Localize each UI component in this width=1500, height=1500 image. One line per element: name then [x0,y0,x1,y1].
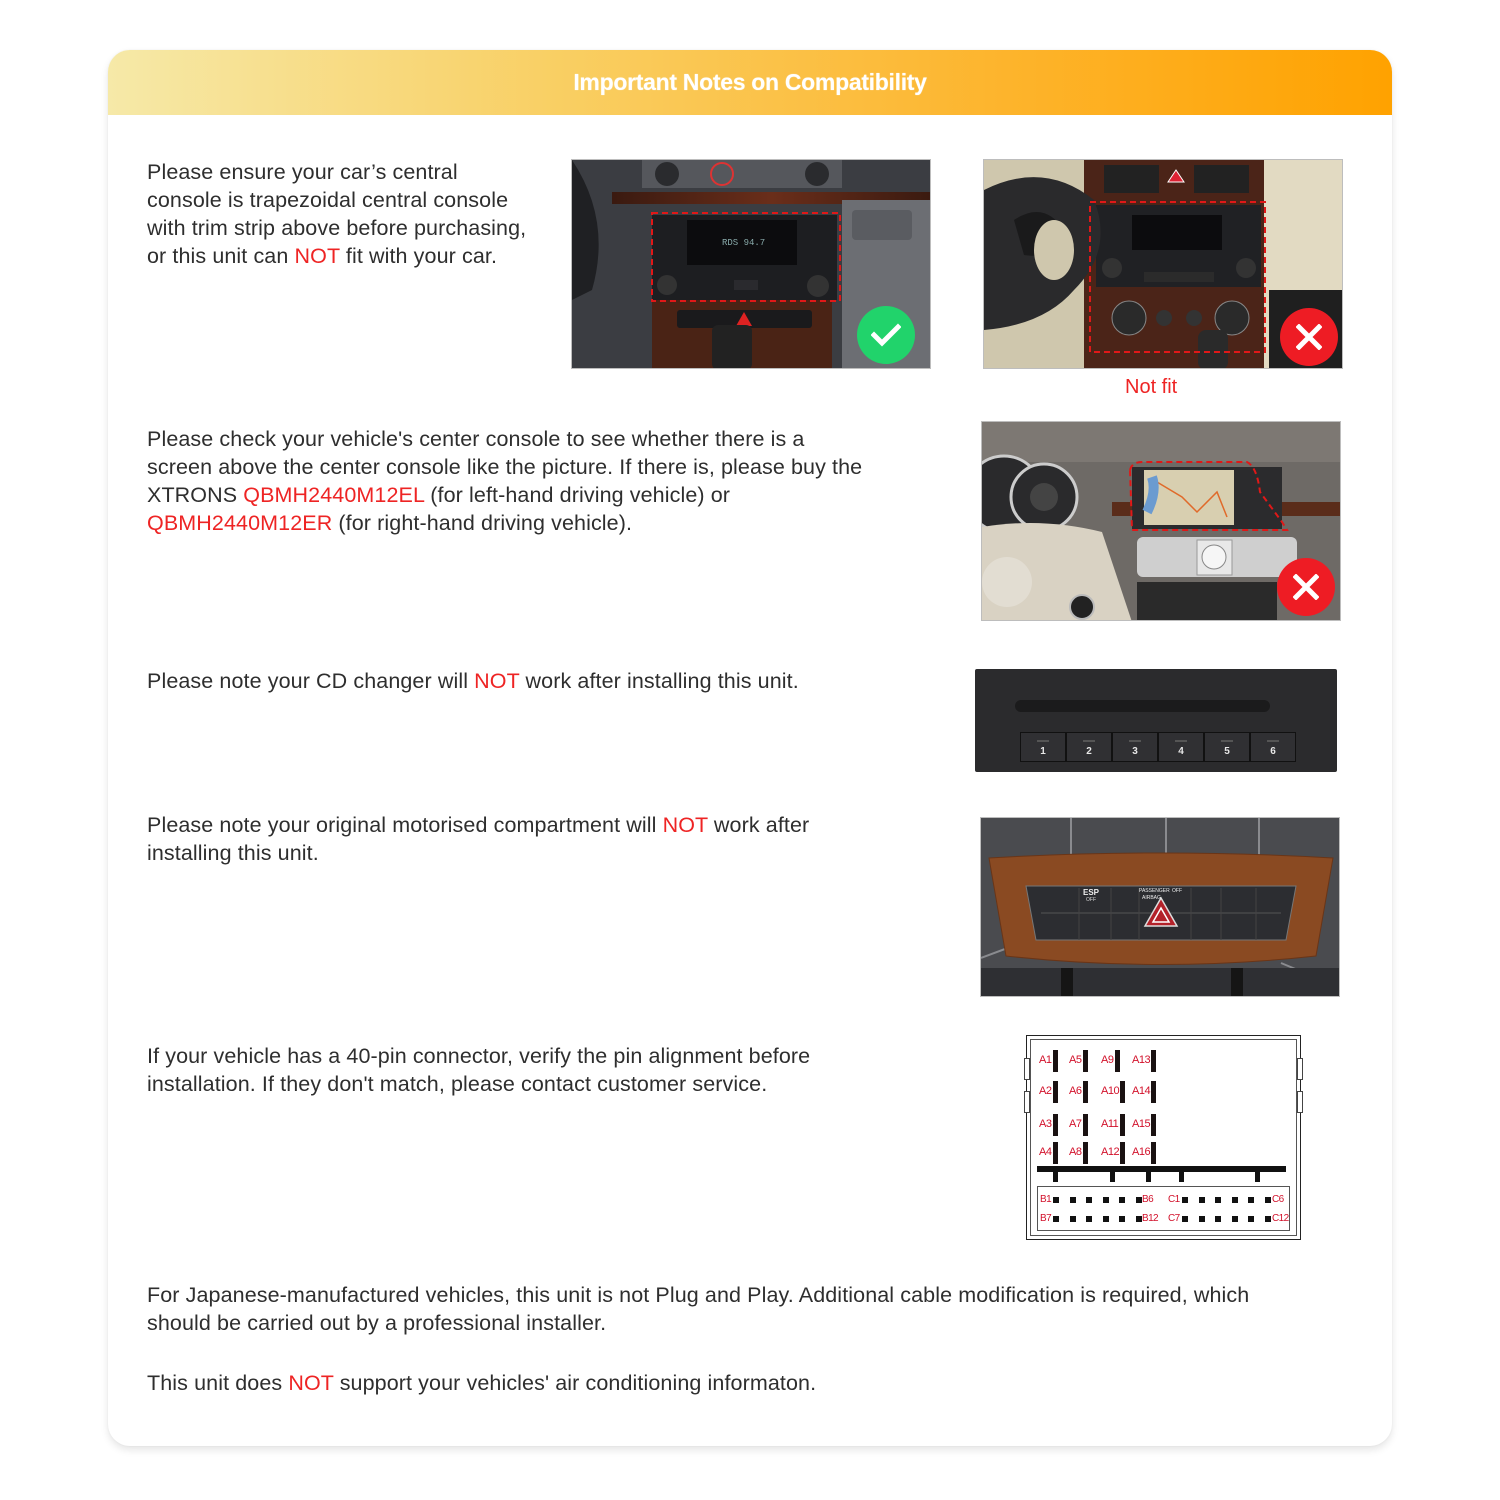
pin-label-c6: C6 [1272,1194,1284,1205]
airbag-off-label: OFF [1172,888,1182,894]
cd-preset-button-6 [1250,732,1296,762]
bc-pin-block [1037,1186,1290,1231]
note-highlight: NOT [662,813,708,837]
preset-number: 2 [1086,746,1092,757]
pin-label-b12: B12 [1142,1213,1158,1224]
pin-square [1136,1197,1142,1203]
note-text: support your vehicles' air conditioning informaton. [333,1371,817,1395]
pin-square [1199,1216,1205,1222]
pin-bar [1053,1114,1058,1136]
pin-label-a12: A12 [1101,1146,1120,1158]
preset-indicator [1037,740,1049,742]
cd-preset-button-4 [1158,732,1204,762]
airbag-label: AIRBAG [1142,895,1161,901]
pin-square [1119,1216,1125,1222]
fit-badge [857,306,915,364]
bus-leg [1255,1170,1260,1182]
pin-square [1182,1216,1188,1222]
pin-label-b7: B7 [1040,1213,1052,1224]
pin-bar [1083,1114,1088,1136]
pin-square [1053,1197,1059,1203]
pin-square [1103,1216,1109,1222]
bus-leg [1053,1170,1058,1182]
model-code-left-hand: QBMH2440M12EL [243,483,425,507]
note-text: Please check your vehicle's center console to see whether there is a screen above the center console like the picture. If there is, please buy the XTRONS [147,427,863,507]
preset-indicator [1175,740,1187,742]
motorised-compartment-photo [980,817,1340,997]
pin-square [1086,1216,1092,1222]
note-cd-changer [147,667,847,695]
pin-label-c7: C7 [1168,1213,1180,1224]
note-screen-check [147,425,867,537]
connector-tab [1024,1058,1030,1080]
pin-bar [1151,1081,1156,1103]
pin-label-a14: A14 [1132,1085,1151,1097]
note-text: Please note your CD changer will [147,669,475,693]
pin-label-a10: A10 [1101,1085,1120,1097]
pin-label-a11: A11 [1101,1118,1119,1130]
svg-text:RDS 94.7: RDS 94.7 [722,238,766,248]
pin-square [1119,1197,1125,1203]
note-text: work after installing this unit. [519,669,799,693]
pin-bar [1083,1142,1088,1164]
pin-square [1182,1197,1188,1203]
pin-label-a7: A7 [1069,1118,1082,1130]
pin-bar [1151,1142,1156,1164]
pin-bar [1083,1050,1088,1072]
pin-bar [1151,1050,1156,1072]
note-text: Please note your original motorised compartment will [147,813,663,837]
note-40-pin-connector [147,1042,907,1098]
note-motorised-compartment [147,811,847,867]
pin-square [1136,1216,1142,1222]
preset-number: 5 [1224,746,1230,757]
pin-label-a15: A15 [1132,1118,1151,1130]
note-console-shape [147,158,537,270]
note-text: work after installing this unit. [147,813,810,865]
cd-preset-buttons [1020,732,1296,762]
pin-bar [1053,1050,1058,1072]
preset-indicator [1083,740,1095,742]
pin-square [1070,1197,1076,1203]
esp-off-label: OFF [1086,897,1096,903]
cls-dashboard-screen-photo [981,421,1341,621]
pin-label-a2: A2 [1039,1085,1052,1097]
pin-square [1053,1216,1059,1222]
note-highlight: NOT [294,244,340,268]
pin-square [1199,1197,1205,1203]
note-air-conditioning [147,1369,1297,1397]
c-class-console-photo [983,159,1343,369]
pin-bar [1120,1114,1125,1136]
pin-bar [1115,1050,1120,1072]
pin-square [1265,1216,1271,1222]
pin-connector-diagram [1026,1035,1301,1240]
pin-square [1248,1216,1254,1222]
e-class-console-photo [571,159,931,369]
pin-label-a6: A6 [1069,1085,1082,1097]
pin-square [1103,1197,1109,1203]
pin-bar [1120,1081,1125,1103]
note-text: (for right-hand driving vehicle). [332,511,633,535]
pin-bar [1053,1081,1058,1103]
pin-bar [1151,1114,1156,1136]
cd-preset-button-3 [1112,732,1158,762]
cd-preset-button-5 [1204,732,1250,762]
pin-square [1232,1216,1238,1222]
note-highlight: NOT [288,1371,334,1395]
not-fit-caption: Not fit [1125,376,1178,398]
check-icon [871,323,901,347]
pin-square [1265,1197,1271,1203]
preset-indicator [1267,740,1279,742]
connector-tab [1297,1091,1303,1113]
pin-label-a8: A8 [1069,1146,1082,1158]
pin-label-a3: A3 [1039,1118,1052,1130]
note-text: For Japanese-manufactured vehicles, this unit is not Plug and Play. Additional cable modification is required, which should be carried out by a professional installer. [147,1283,1250,1335]
pin-square [1248,1197,1254,1203]
pin-label-a5: A5 [1069,1054,1082,1066]
pin-label-a4: A4 [1039,1146,1052,1158]
preset-number: 6 [1270,746,1276,757]
pin-label-c12: C12 [1272,1213,1289,1224]
note-text: This unit does [147,1371,289,1395]
pin-label-a1: A1 [1039,1054,1052,1066]
cd-changer-photo [975,669,1337,772]
cd-preset-button-2 [1066,732,1112,762]
preset-number: 4 [1178,746,1184,757]
esp-label: ESP [1083,888,1100,897]
pin-label-c1: C1 [1168,1194,1180,1205]
pin-square [1086,1197,1092,1203]
pin-label-b1: B1 [1040,1194,1052,1205]
pin-bar [1053,1142,1058,1164]
note-highlight: NOT [474,669,520,693]
banner-title: Important Notes on Compatibility [573,69,927,95]
pin-square [1215,1197,1221,1203]
note-text: Please ensure your car’s central console is trapezoidal central console with trim strip above before purchasing, or this unit can [147,160,527,268]
header-banner [108,50,1392,115]
pin-square [1070,1216,1076,1222]
cd-preset-button-1 [1020,732,1066,762]
pin-label-a13: A13 [1132,1054,1151,1066]
pin-bar [1120,1142,1125,1164]
cross-icon [1296,324,1322,350]
preset-number: 3 [1132,746,1138,757]
note-text: If your vehicle has a 40-pin connector, verify the pin alignment before installation. If they don't match, please contact customer service. [147,1044,811,1096]
pin-label-b6: B6 [1142,1194,1154,1205]
preset-number: 1 [1040,746,1046,757]
connector-bus-bar [1037,1166,1286,1172]
pin-label-a16: A16 [1132,1146,1151,1158]
pin-label-a9: A9 [1101,1054,1114,1066]
pin-bar [1083,1081,1088,1103]
preset-indicator [1129,740,1141,742]
note-text: fit with your car. [339,244,498,268]
passenger-label: PASSENGER [1139,888,1170,894]
cross-icon [1293,574,1319,600]
cd-slot [1015,700,1270,712]
not-fit-badge [1277,558,1335,616]
pin-square [1215,1216,1221,1222]
bus-leg [1179,1170,1184,1182]
note-japanese-vehicles [147,1281,1297,1337]
bus-leg [1110,1170,1115,1182]
not-fit-badge [1280,308,1338,366]
bus-leg [1146,1170,1151,1182]
preset-indicator [1221,740,1233,742]
connector-tab [1297,1058,1303,1080]
pin-square [1232,1197,1238,1203]
connector-tab [1024,1091,1030,1113]
note-text: (for left-hand driving vehicle) or [424,483,731,507]
model-code-right-hand: QBMH2440M12ER [147,511,333,535]
